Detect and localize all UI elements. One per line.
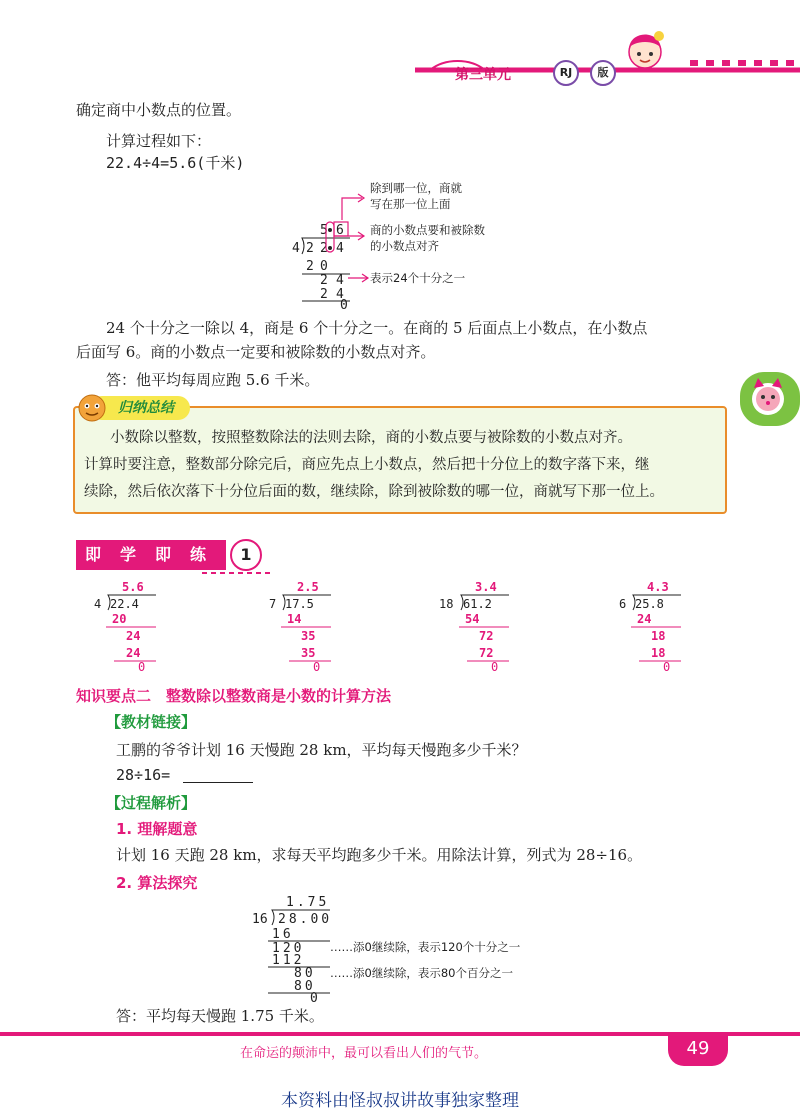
blank-equation: 28÷16= [116, 766, 171, 784]
unit-title: 第三单元 [455, 67, 511, 83]
d1-annotation: 商的小数点要和被除数 [370, 223, 485, 237]
practice-header-char: 即 [84, 545, 101, 564]
practice-header-char: 即 [154, 545, 171, 564]
practice-step: 0 [663, 660, 671, 673]
d1-dividend-digit: 2 [306, 241, 314, 256]
practice-step: 72 [479, 629, 494, 643]
practice-problem [90, 578, 200, 673]
explain-line-1: 24 个十分之一除以 4，商是 6 个十分之一。在商的 5 后面点上小数点，在小数点 [106, 319, 648, 337]
d2-annotation: ……添0继续除，表示80个百分之一 [330, 966, 513, 980]
d1-annotation: 除到哪一位，商就 [370, 181, 462, 195]
footer-motto: 在命运的颠沛中，最可以看出人们的气节。 [240, 1046, 488, 1061]
mascot-icon [74, 388, 110, 424]
textbook-link-label: 【教材链接】 [106, 713, 197, 731]
practice-quotient: 5.6 [122, 580, 144, 594]
section-2-title: 知识要点二 整数除以整数商是小数的计算方法 [76, 687, 392, 705]
practice-divisor: 4 [94, 597, 102, 611]
d1-quotient-digit: 5 [320, 223, 328, 238]
d2-quotient: 1.75 [286, 895, 330, 910]
long-division-diagram-1 [290, 178, 530, 310]
d1-step-digit: 2 [320, 287, 328, 302]
practice-dividend: 17.5 [285, 597, 314, 611]
practice-dividend: 25.8 [635, 597, 664, 611]
step-1-title: 1. 理解题意 [116, 820, 198, 838]
d1-step-digit: 0 [320, 259, 328, 274]
girl-mascot-icon [615, 20, 675, 80]
practice-header-char: 练 [189, 545, 206, 564]
page-number: 49 [668, 1032, 728, 1066]
practice-step: 24 [126, 629, 141, 643]
d1-step-digit: 4 [336, 273, 344, 288]
practice-header-char: 学 [119, 545, 136, 564]
practice-quotient: 3.4 [475, 580, 497, 594]
practice-dividend: 22.4 [110, 597, 139, 611]
summary-line-1: 小数除以整数，按照整数除法的法则去除，商的小数点要与被除数的小数点对齐。 [110, 430, 632, 446]
answer-2: 答：平均每天慢跑 1.75 千米。 [116, 1007, 324, 1025]
d2-step: 80 [294, 966, 316, 981]
d1-step-digit: 4 [336, 287, 344, 302]
practice-problem [435, 578, 545, 673]
practice-problem [615, 578, 725, 673]
practice-step: 18 [651, 646, 666, 660]
practice-divisor: 18 [439, 597, 454, 611]
answer-1: 答：他平均每周应跑 5.6 千米。 [106, 371, 320, 389]
edition-badge: 版 [590, 60, 616, 86]
watermark-text: 本资料由怪叔叔讲故事独家整理 [281, 1091, 519, 1111]
practice-step: 18 [651, 629, 666, 643]
step-2-title: 2. 算法探究 [116, 874, 198, 892]
practice-underline [72, 570, 272, 576]
d2-step: 120 [272, 941, 305, 956]
d1-step-digit: 2 [306, 259, 314, 274]
d1-annotation: 写在那一位上面 [370, 197, 451, 211]
d1-step-digit: 0 [340, 298, 348, 310]
problem-text: 工鹏的爷爷计划 16 天慢跑 28 km，平均每天慢跑多少千米？ [116, 741, 527, 759]
header-decoration [0, 44, 800, 74]
practice-step: 35 [301, 646, 316, 660]
long-division-diagram-2 [250, 893, 560, 1003]
d2-step: 16 [272, 927, 294, 942]
d2-dividend: 28.00 [278, 912, 333, 927]
practice-quotient: 2.5 [297, 580, 319, 594]
d1-quotient-digit: 6 [336, 223, 344, 238]
d1-dividend-digit: 4 [336, 241, 344, 256]
practice-dividend: 61.2 [463, 597, 492, 611]
intro-line-2: 计算过程如下： [106, 132, 212, 150]
practice-step: 20 [112, 612, 127, 626]
practice-step: 14 [287, 612, 302, 626]
d2-divisor: 16 [252, 912, 268, 927]
practice-step: 24 [126, 646, 141, 660]
d2-step: 0 [310, 991, 318, 1003]
d2-step: 80 [294, 979, 316, 994]
practice-step: 54 [465, 612, 480, 626]
practice-step: 72 [479, 646, 494, 660]
d1-step-digit: 2 [320, 273, 328, 288]
practice-problem [265, 578, 375, 673]
explain-line-2: 后面写 6。商的小数点一定要和被除数的小数点对齐。 [76, 343, 436, 361]
practice-divisor: 6 [619, 597, 627, 611]
summary-line-3: 续除，然后依次落下十分位后面的数，继续除，除到被除数的哪一位，商就写下那一位上。 [84, 484, 664, 500]
summary-line-2: 计算时要注意，整数部分除完后，商应先点上小数点，然后把十分位上的数字落下来，继 [84, 457, 650, 473]
d1-divisor: 4 [292, 241, 300, 256]
fox-side-tab-icon [740, 372, 800, 426]
practice-number: 1 [230, 539, 262, 571]
practice-step: 24 [637, 612, 652, 626]
d2-step: 112 [272, 953, 305, 968]
practice-quotient: 4.3 [647, 580, 669, 594]
practice-step: 0 [491, 660, 499, 673]
practice-step: 0 [138, 660, 146, 673]
d2-annotation: ……添0继续除，表示120个十分之一 [330, 940, 521, 954]
d1-dividend-digit: 2 [320, 241, 328, 256]
intro-line-1: 确定商中小数点的位置。 [76, 101, 242, 119]
summary-tag: 归纳总结 [90, 396, 190, 420]
step-1-text: 计划 16 天跑 28 km，求每天平均跑多少千米。用除法计算，列式为 28÷16。 [116, 846, 643, 864]
practice-divisor: 7 [269, 597, 277, 611]
intro-equation: 22.4÷4=5.6(千米) [106, 154, 245, 172]
process-label: 【过程解析】 [106, 794, 197, 812]
d1-annotation: 表示24个十分之一 [370, 271, 466, 285]
answer-blank[interactable] [183, 782, 253, 783]
practice-step: 0 [313, 660, 321, 673]
d1-annotation: 的小数点对齐 [370, 239, 439, 253]
practice-step: 35 [301, 629, 316, 643]
rj-badge: RJ [553, 60, 579, 86]
